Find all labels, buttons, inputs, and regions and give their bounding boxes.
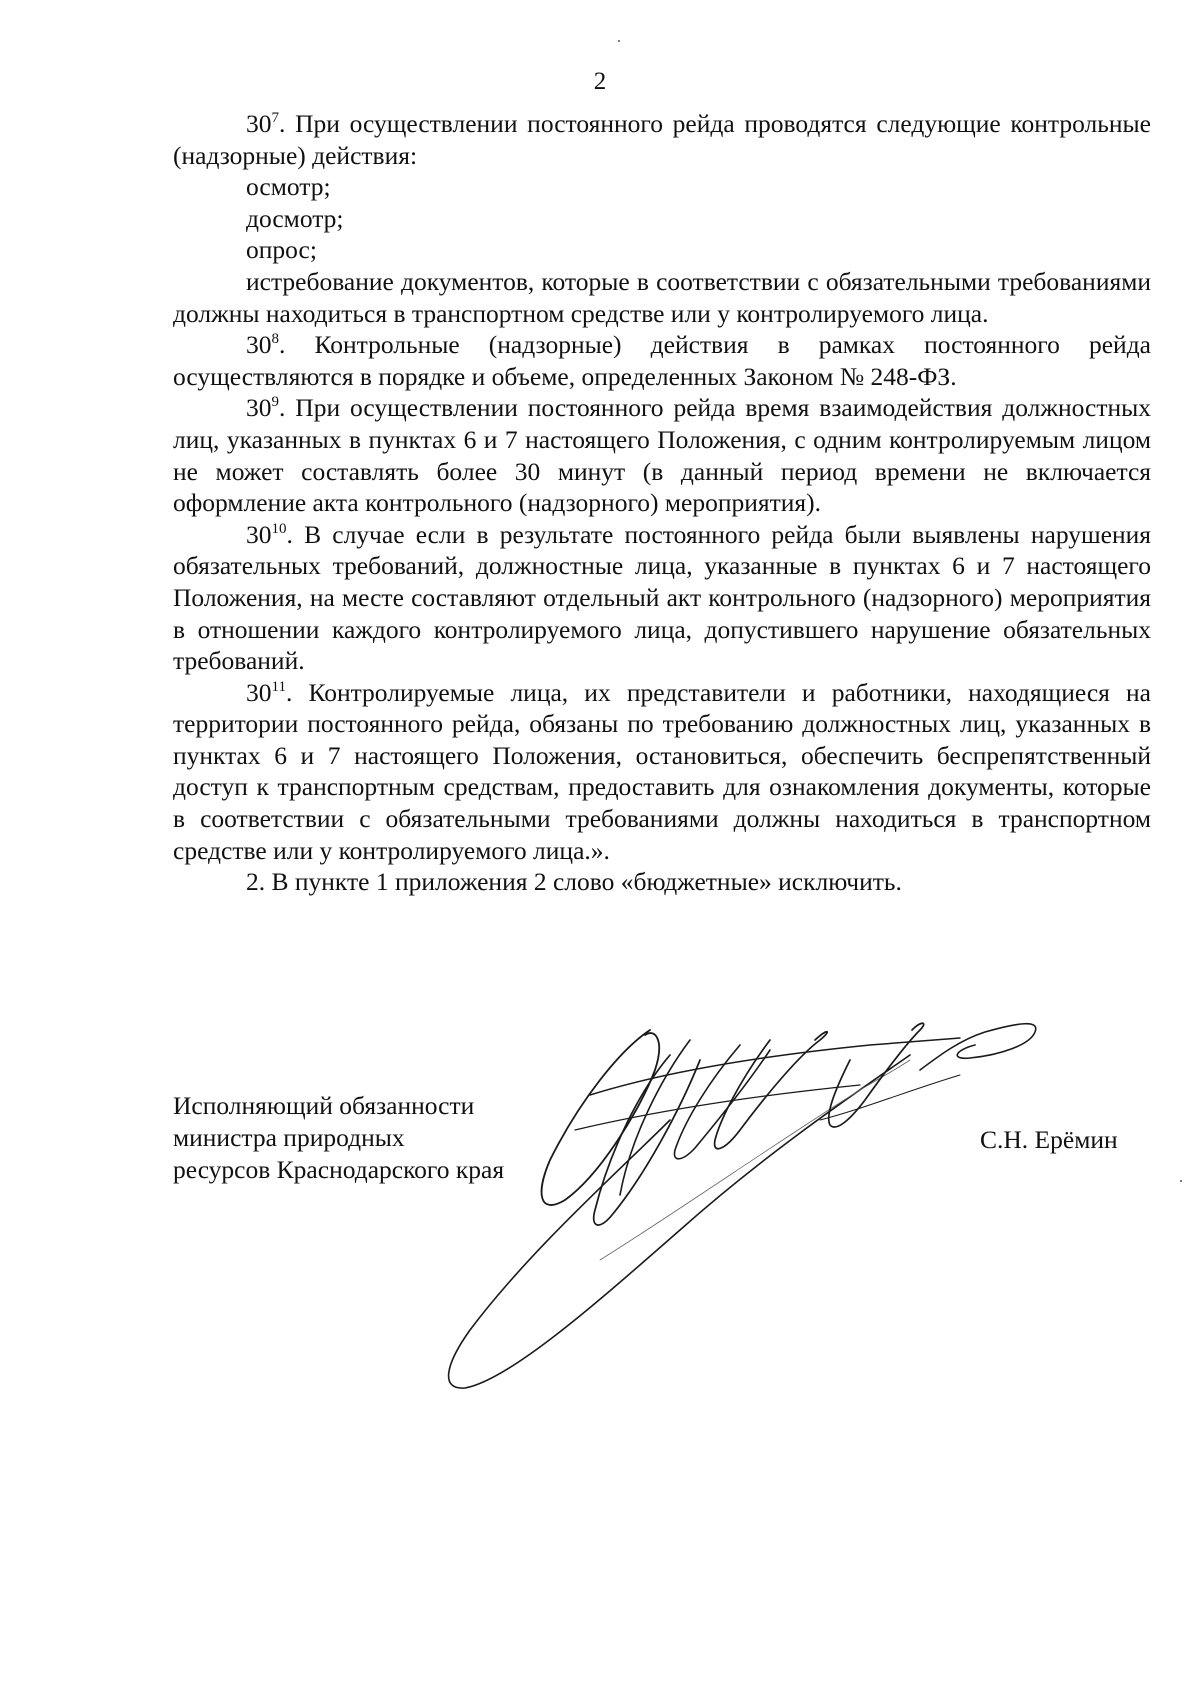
paragraph-30-7 [173,108,1151,171]
item-superscript: 7 [271,110,279,126]
list-item-search [173,203,1151,235]
scan-speck [1180,1180,1182,1182]
list-item-document-request [173,266,1151,329]
document-body [173,108,1151,898]
paragraph-text: досмотр; [246,203,344,233]
item-superscript: 9 [271,394,279,411]
item-number: 30 [246,330,272,360]
item-superscript: 11 [271,678,286,695]
paragraph-30-8 [173,329,1151,392]
paragraph-text: опрос; [246,235,317,265]
list-item-questioning [173,234,1151,266]
paragraph-text: . Контрольные (надзорные) действия в рамках постоянного рейда осуществляются в порядке и объеме, определенных Законом № 248-ФЗ. [173,330,1151,391]
paragraph-30-9 [173,392,1151,518]
page-number: 2 [593,68,607,95]
item-number: 30 [246,109,272,138]
scan-speck [618,40,620,42]
paragraph-text: . При осуществлении постоянного рейда время взаимодействия должностных лиц, указанных в пунктах 6 и 7 настоящего Положения, с одним контролируемым лицом не может составлять более 30 минут (в данный период времени не включается оформление акта контрольного (надзорного) мероприятия). [173,393,1151,518]
signatory-name: С.Н. Ерёмин [980,1125,1118,1154]
list-item-inspection [173,171,1151,203]
paragraph-text: 2. В пункте 1 приложения 2 слово «бюджетные» исключить. [246,867,902,897]
paragraph-amendment-2 [173,866,1151,898]
paragraph-text: истребование документов, которые в соответствии с обязательными требованиями должны находиться в транспортном средстве или у контролируемого лица. [173,266,1151,328]
signatory-title-line: Исполняющий обязанности [173,1091,475,1120]
item-superscript: 8 [271,331,279,348]
paragraph-text: . В случае если в результате постоянного рейда были выявлены нарушения обязательных требований, должностные лица, указанные в пунктах 6 и 7 настоящего Положения, на месте составляют отдельный акт контрольного (надзорного) мероприятия в отношении каждого контролируемого лица, допустившего нарушение обязательных требований. [173,519,1151,676]
item-superscript: 10 [271,520,287,537]
paragraph-30-11 [173,677,1151,867]
item-number: 30 [246,393,272,423]
paragraph-text: осмотр; [246,172,331,202]
paragraph-text: . Контролируемые лица, их представители и работники, находящиеся на территории постоянного рейда, обязаны по требованию должностных лиц, указанных в пунктах 6 и 7 настоящего Положения, остановиться, обеспечить беспрепятственный доступ к транспортным средствам, предоставить для ознакомления документы, которые в соответствии с обязательными требованиями должны находиться в транспортном средстве или у контролируемого лица.». [173,677,1151,865]
signatory-title-line: ресурсов Краснодарского края [173,1155,505,1184]
signatory-title-line: министра природных [173,1123,405,1152]
paragraph-text: . При осуществлении постоянного рейда проводятся следующие контрольные (надзорные) действия: [173,109,1151,170]
paragraph-30-10 [173,519,1151,677]
item-number: 30 [246,677,272,707]
item-number: 30 [246,519,272,549]
handwritten-signature [440,1000,1160,1400]
